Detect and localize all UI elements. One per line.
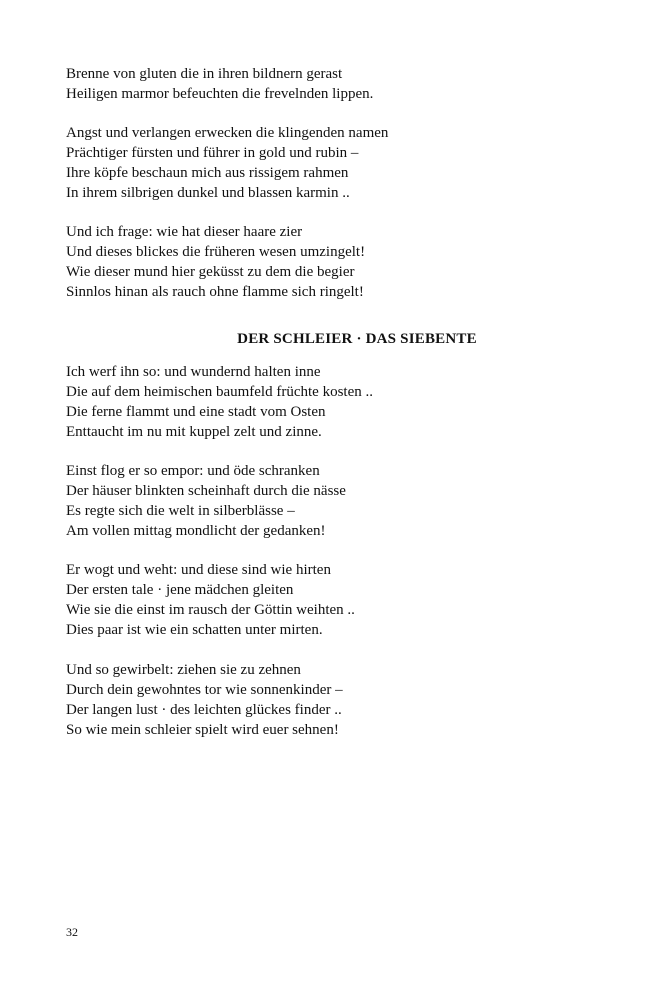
verse-line: Ihre köpfe beschaun mich aus rissigem rahmen (66, 165, 349, 181)
verse-line: Dies paar ist wie ein schatten unter mirten. (66, 622, 323, 638)
verse-line: Und dieses blickes die früheren wesen umzingelt! (66, 244, 366, 260)
verse-line: Prächtiger fürsten und führer in gold und rubin – (66, 145, 359, 161)
stanza-4 (66, 362, 373, 442)
verse-line: Durch dein gewohntes tor wie sonnenkinder – (66, 682, 343, 698)
verse-line: Und ich frage: wie hat dieser haare zier (66, 224, 303, 240)
stanza-7 (66, 660, 343, 740)
verse-line: Die ferne flammt und eine stadt vom Osten (66, 404, 326, 420)
stanza-2 (66, 123, 388, 203)
verse-line: Sinnlos hinan als rauch ohne flamme sich ringelt! (66, 284, 364, 300)
stanza-1 (66, 64, 373, 104)
verse-line: Der langen lust · des leichten glückes finder .. (66, 702, 342, 718)
verse-line: Einst flog er so empor: und öde schranken (66, 463, 320, 479)
page-number: 32 (66, 925, 78, 939)
verse-line: Enttaucht im nu mit kuppel zelt und zinne. (66, 424, 322, 440)
verse-line: Wie dieser mund hier geküsst zu dem die begier (66, 264, 355, 280)
verse-line: Wie sie die einst im rausch der Göttin weihten .. (66, 602, 355, 618)
poem-title-text: DER SCHLEIER · DAS SIEBENTE (237, 331, 477, 347)
verse-line: Heiligen marmor befeuchten die frevelnden lippen. (66, 86, 374, 102)
stanza-5 (66, 461, 346, 541)
verse-line: Und so gewirbelt: ziehen sie zu zehnen (66, 662, 301, 678)
stanza-6 (66, 560, 355, 640)
poem-title (0, 329, 660, 349)
verse-line: So wie mein schleier spielt wird euer sehnen! (66, 722, 339, 738)
verse-line: Angst und verlangen erwecken die klingenden namen (66, 125, 389, 141)
verse-line: Ich werf ihn so: und wundernd halten inne (66, 364, 321, 380)
verse-line: In ihrem silbrigen dunkel und blassen karmin .. (66, 185, 350, 201)
verse-line: Am vollen mittag mondlicht der gedanken! (66, 523, 326, 539)
stanza-3 (66, 222, 365, 302)
verse-line: Der häuser blinkten scheinhaft durch die nässe (66, 483, 346, 499)
verse-line: Es regte sich die welt in silberblässe – (66, 503, 295, 519)
verse-line: Die auf dem heimischen baumfeld früchte kosten .. (66, 384, 373, 400)
verse-line: Er wogt und weht: und diese sind wie hirten (66, 562, 331, 578)
verse-line: Brenne von gluten die in ihren bildnern gerast (66, 66, 343, 82)
verse-line: Der ersten tale · jene mädchen gleiten (66, 582, 294, 598)
